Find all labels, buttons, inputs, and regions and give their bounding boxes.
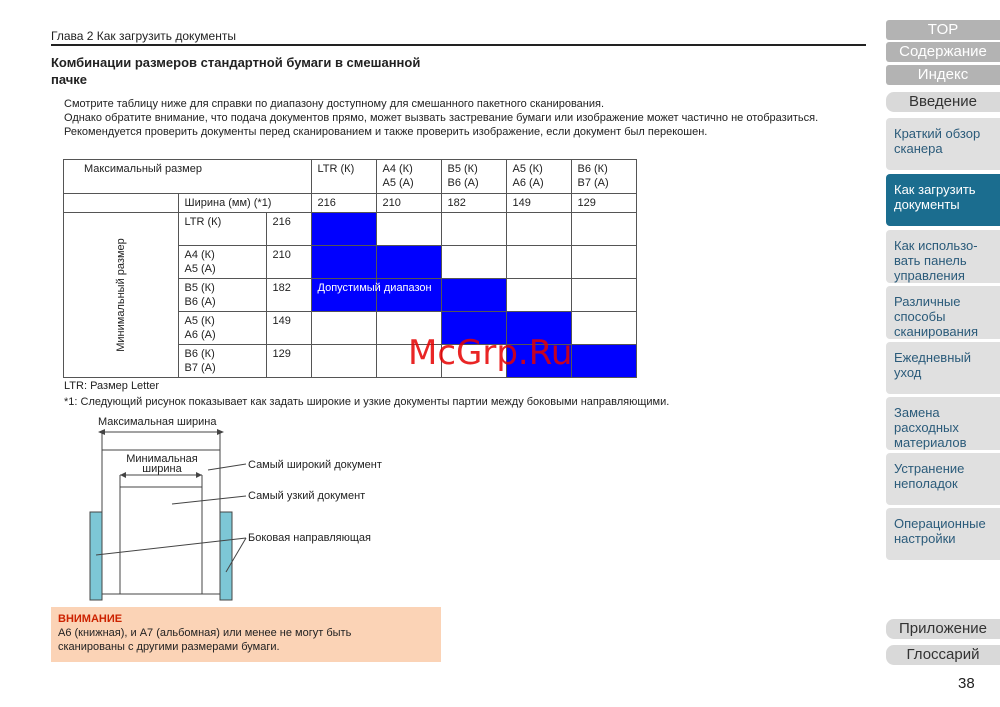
range-cell [571,279,636,312]
row-header: A4 (К) A5 (А) [178,246,266,279]
side-guide-left [90,512,102,600]
nav-label: расходных [894,420,959,435]
range-cell-filled [441,279,506,312]
nav-chapter-scanning[interactable] [886,286,1000,339]
nav-label: Устранение [894,461,965,476]
min-width-label: Минимальная [126,453,198,465]
column-header: LTR (К) [311,160,376,194]
caution-text: A6 (книжная), и A7 (альбомная) или менее не могут быть [58,627,352,639]
nav-chapter-loading[interactable] [886,174,1000,226]
page-number: 38 [958,675,975,692]
header-rule [51,44,866,46]
nav-label: управления [894,268,965,283]
nav-label: уход [894,365,922,380]
side-guide-right [220,512,232,600]
empty-corner [64,194,179,213]
nav-label: Замена [894,405,940,420]
range-cell-filled [311,246,376,279]
row-width: 129 [266,345,311,378]
table-row [64,213,637,246]
nav-label: неполадок [894,476,958,491]
widest-label: Самый широкий документ [248,459,382,471]
section-title: Комбинации размеров стандартной бумаги в смешанной пачке [51,55,421,87]
nav-intro-tab[interactable]: Введение [886,92,1000,112]
range-cell-filled [376,246,441,279]
column-header: A5 (К) A6 (А) [506,160,571,194]
caution-box [51,607,441,662]
row-header: A5 (К) A6 (А) [178,312,266,345]
caution-text: сканированы с другими размерами бумаги. [58,641,280,653]
nav-label: Различные [894,294,961,309]
nav-label: материалов [894,435,967,450]
nav-glossary-tab[interactable]: Глоссарий [886,645,1000,665]
nav-top-button[interactable]: TOP [886,20,1000,40]
width-cell: 129 [571,194,636,213]
row-header: LTR (К) [178,213,266,246]
range-cell [441,246,506,279]
row-width: 216 [266,213,311,246]
nav-label: Краткий обзор [894,126,981,141]
ltr-note: LTR: Размер Letter [64,380,160,392]
max-size-header: Максимальный размер [64,160,312,194]
range-cell [376,213,441,246]
width-cell: 182 [441,194,506,213]
narrowest-document [120,487,202,594]
nav-label: способы [894,309,946,324]
min-width-label: ширина [142,463,182,475]
caution-heading: ВНИМАНИЕ [58,613,123,625]
range-cell [506,279,571,312]
nav-chapter-settings[interactable] [886,508,1000,560]
row-header: B5 (К) B6 (А) [178,279,266,312]
range-cell [571,246,636,279]
width-header: Ширина (мм) (*1) [178,194,311,213]
row-width: 210 [266,246,311,279]
max-width-label: Максимальная ширина [98,416,217,428]
guide-label: Боковая направляющая [248,532,371,544]
range-cell [311,312,376,345]
chapter-heading: Глава 2 Как загрузить документы [51,29,236,43]
narrowest-label: Самый узкий документ [248,490,366,502]
range-cell [506,213,571,246]
row-width: 182 [266,279,311,312]
column-header: B5 (К) B6 (А) [441,160,506,194]
width-cell: 149 [506,194,571,213]
watermark: McGrp.Ru [408,333,573,373]
column-header: A4 (К) A5 (А) [376,160,441,194]
nav-chapter-overview[interactable] [886,118,1000,170]
nav-appendix-tab[interactable]: Приложение [886,619,1000,639]
row-width: 149 [266,312,311,345]
range-label: Допустимый диапазон [317,282,432,294]
row-header: B6 (К) B7 (А) [178,345,266,378]
nav-label: Как загрузить [894,182,976,197]
range-cell-filled [311,279,432,312]
width-row [64,194,637,213]
intro-line: Рекомендуется проверить документы перед сканированием и также проверить изображение, если документ был перекошен. [64,126,708,138]
range-cell [571,213,636,246]
intro-text [64,97,824,139]
nav-label: Операционные [894,516,986,531]
nav-label: настройки [894,531,956,546]
width-cell: 216 [311,194,376,213]
range-cell [441,213,506,246]
nav-label: сканирования [894,324,979,339]
nav-label: документы [894,197,960,212]
footnote-1: *1: Следующий рисунок показывает как задать широкие и узкие документы партии между боковыми направляющими. [64,396,670,408]
column-header: B6 (К) B7 (А) [571,160,636,194]
width-cell: 210 [376,194,441,213]
range-cell [506,246,571,279]
range-cell [571,312,636,345]
nav-chapter-consumables[interactable] [886,397,1000,450]
min-size-label: Минимальный размер [64,213,179,378]
table-header-row [64,160,637,194]
range-cell [311,345,376,378]
nav-label: вать панель [894,253,967,268]
nav-chapter-panel[interactable] [886,230,1000,283]
nav-label: Ежедневный [894,350,971,365]
nav-index-button[interactable]: Индекс [886,65,1000,85]
range-cell-filled [571,345,636,378]
nav-chapter-troubleshooting[interactable] [886,453,1000,505]
nav-contents-button[interactable]: Содержание [886,42,1000,62]
nav-label: сканера [894,141,943,156]
intro-line: Однако обратите внимание, что подача документов прямо, может вызвать застревание бумаги или изображение может частично не отобразиться. [64,112,819,124]
paper-guide-diagram [80,412,420,604]
nav-label: Как использо- [894,238,978,253]
intro-line: Смотрите таблицу ниже для справки по диапазону доступному для смешанного пакетного сканирования. [64,98,605,110]
nav-chapter-care[interactable] [886,342,1000,394]
range-cell-filled [311,213,376,246]
